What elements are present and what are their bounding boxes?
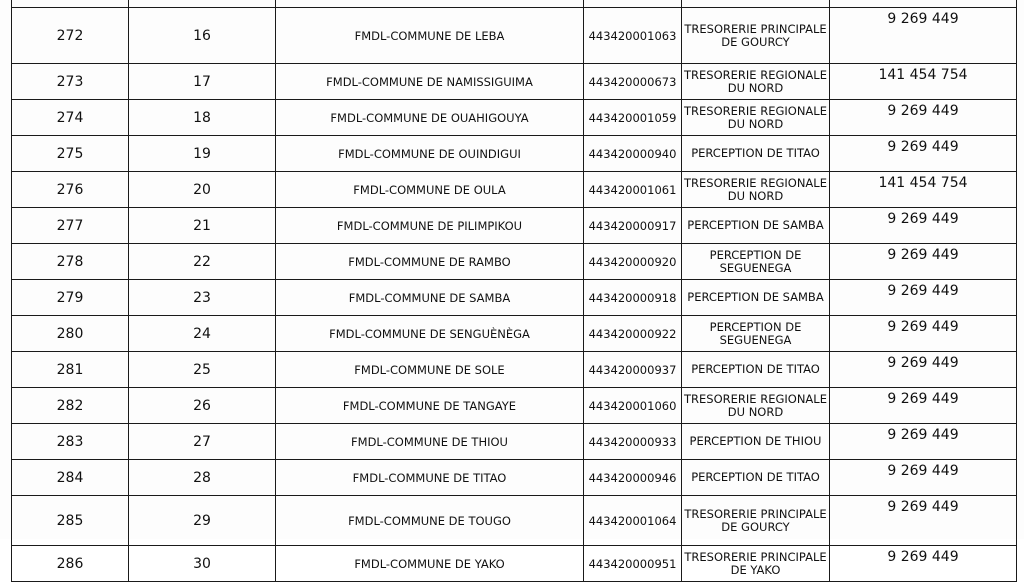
amount: 9 269 449 <box>830 280 1017 316</box>
amount: 9 269 449 <box>830 244 1017 280</box>
table-row <box>12 172 1017 208</box>
commune-name: FMDL-COMMUNE DE TOUGO <box>276 496 584 546</box>
amount: 9 269 449 <box>830 460 1017 496</box>
row-number: 281 <box>12 352 129 388</box>
commune-name: FMDL-COMMUNE DE RAMBO <box>276 244 584 280</box>
account-number: 443420001063 <box>584 8 682 64</box>
treasury-name: PERCEPTION DE TITAO <box>682 136 830 172</box>
allocation-table <box>11 0 1017 582</box>
row-index: 17 <box>129 64 276 100</box>
commune-name: FMDL-COMMUNE DE SAMBA <box>276 280 584 316</box>
amount: 9 269 449 <box>830 352 1017 388</box>
table-row <box>12 208 1017 244</box>
commune-name: FMDL-COMMUNE DE YAKO <box>276 546 584 582</box>
amount: 9 269 449 <box>830 388 1017 424</box>
row-number: 272 <box>12 8 129 64</box>
treasury-name: PERCEPTION DE SAMBA <box>682 208 830 244</box>
row-number: 274 <box>12 100 129 136</box>
row-number: 284 <box>12 460 129 496</box>
row-number: 278 <box>12 244 129 280</box>
treasury-name: PERCEPTION DE SAMBA <box>682 280 830 316</box>
commune-name: FMDL-COMMUNE DE LEBA <box>276 8 584 64</box>
row-index: 21 <box>129 208 276 244</box>
row-index: 18 <box>129 100 276 136</box>
treasury-name: TRESORERIE REGIONALE DU NORD <box>682 100 830 136</box>
table-row <box>12 388 1017 424</box>
commune-name: FMDL-COMMUNE DE NAMISSIGUIMA <box>276 64 584 100</box>
amount: 9 269 449 <box>830 546 1017 582</box>
account-number: 443420000918 <box>584 280 682 316</box>
treasury-name: TRESORERIE REGIONALE DU NORD <box>682 172 830 208</box>
row-index: 20 <box>129 172 276 208</box>
amount: 9 269 449 <box>830 208 1017 244</box>
row-index: 26 <box>129 388 276 424</box>
account-number: 443420000940 <box>584 136 682 172</box>
table-row <box>12 316 1017 352</box>
row-index: 28 <box>129 460 276 496</box>
account-number: 443420000917 <box>584 208 682 244</box>
amount: 141 454 754 <box>830 64 1017 100</box>
row-number: 277 <box>12 208 129 244</box>
account-number: 443420001059 <box>584 100 682 136</box>
amount: 9 269 449 <box>830 424 1017 460</box>
row-number: 276 <box>12 172 129 208</box>
account-number: 443420000922 <box>584 316 682 352</box>
treasury-name: PERCEPTION DE THIOU <box>682 424 830 460</box>
row-index: 30 <box>129 546 276 582</box>
account-number: 443420000937 <box>584 352 682 388</box>
account-number: 443420001064 <box>584 496 682 546</box>
amount: 9 269 449 <box>830 316 1017 352</box>
table-row <box>12 8 1017 64</box>
account-number: 443420000673 <box>584 64 682 100</box>
commune-name: FMDL-COMMUNE DE OUINDIGUI <box>276 136 584 172</box>
amount: 141 454 754 <box>830 172 1017 208</box>
commune-name: FMDL-COMMUNE DE PILIMPIKOU <box>276 208 584 244</box>
row-number: 282 <box>12 388 129 424</box>
amount: 9 269 449 <box>830 496 1017 546</box>
commune-name: FMDL-COMMUNE DE SENGUÈNÈGA <box>276 316 584 352</box>
treasury-name: TRESORERIE PRINCIPALE DE YAKO <box>682 546 830 582</box>
table-row <box>12 546 1017 582</box>
amount: 9 269 449 <box>830 100 1017 136</box>
table-row <box>12 280 1017 316</box>
commune-name: FMDL-COMMUNE DE OULA <box>276 172 584 208</box>
account-number: 443420000920 <box>584 244 682 280</box>
treasury-name: TRESORERIE PRINCIPALE DE GOURCY <box>682 496 830 546</box>
account-number: 443420000946 <box>584 460 682 496</box>
commune-name: FMDL-COMMUNE DE TANGAYE <box>276 388 584 424</box>
commune-name: FMDL-COMMUNE DE SOLE <box>276 352 584 388</box>
table-row <box>12 460 1017 496</box>
row-number: 280 <box>12 316 129 352</box>
table-row <box>12 100 1017 136</box>
row-number: 279 <box>12 280 129 316</box>
row-index: 27 <box>129 424 276 460</box>
treasury-name: PERCEPTION DE TITAO <box>682 352 830 388</box>
treasury-name: PERCEPTION DE TITAO <box>682 460 830 496</box>
row-index: 25 <box>129 352 276 388</box>
treasury-name: PERCEPTION DE SEGUENEGA <box>682 316 830 352</box>
account-number: 443420000933 <box>584 424 682 460</box>
row-number: 286 <box>12 546 129 582</box>
table-row <box>12 352 1017 388</box>
treasury-name: TRESORERIE PRINCIPALE DE GOURCY <box>682 8 830 64</box>
table-row <box>12 64 1017 100</box>
row-number: 283 <box>12 424 129 460</box>
row-number: 285 <box>12 496 129 546</box>
row-index: 22 <box>129 244 276 280</box>
account-number: 443420000951 <box>584 546 682 582</box>
account-number: 443420001060 <box>584 388 682 424</box>
table-row <box>12 244 1017 280</box>
row-number: 275 <box>12 136 129 172</box>
row-index: 29 <box>129 496 276 546</box>
amount: 9 269 449 <box>830 8 1017 64</box>
table-row <box>12 424 1017 460</box>
commune-name: FMDL-COMMUNE DE THIOU <box>276 424 584 460</box>
commune-name: FMDL-COMMUNE DE OUAHIGOUYA <box>276 100 584 136</box>
table-body <box>12 0 1017 582</box>
account-number: 443420001061 <box>584 172 682 208</box>
row-number: 273 <box>12 64 129 100</box>
previous-row-edge <box>12 0 1017 8</box>
row-index: 19 <box>129 136 276 172</box>
table-row <box>12 496 1017 546</box>
row-index: 16 <box>129 8 276 64</box>
row-index: 24 <box>129 316 276 352</box>
table-row <box>12 136 1017 172</box>
treasury-name: PERCEPTION DE SEGUENEGA <box>682 244 830 280</box>
treasury-name: TRESORERIE REGIONALE DU NORD <box>682 388 830 424</box>
amount: 9 269 449 <box>830 136 1017 172</box>
commune-name: FMDL-COMMUNE DE TITAO <box>276 460 584 496</box>
treasury-name: TRESORERIE REGIONALE DU NORD <box>682 64 830 100</box>
row-index: 23 <box>129 280 276 316</box>
